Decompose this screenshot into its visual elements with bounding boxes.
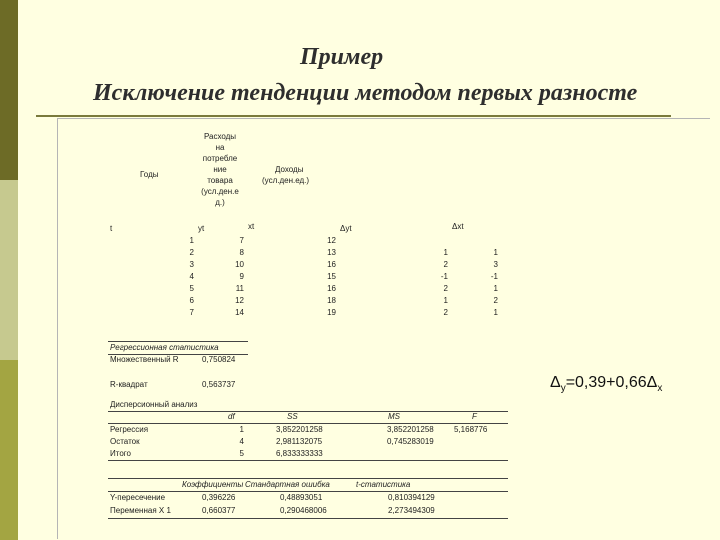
regression-header: Регрессионная статистика [110,343,219,352]
regression-formula: $\Delta_y=0,39+0,66\Delta_x$ [550,374,663,395]
coef-row-label: Y-пересечение [110,493,166,502]
coef-col-t: t-статистика [356,480,411,489]
header-expenses-line: д.) [215,198,225,207]
anova-rule-bottom [108,460,508,461]
row-dx: 1 [493,284,498,293]
header-income-line1: Доходы [275,165,304,174]
accent-bar-bottom [0,360,18,540]
header-expenses-line: Расходы [203,132,237,141]
header-years: Годы [140,170,159,179]
slide-title: Пример [300,44,384,70]
regression-rule-top [108,341,248,342]
row-dy: 2 [443,284,448,293]
anova-col-f: F [472,412,477,421]
anova-row-ss: 6,833333333 [276,449,323,458]
row-dy: -1 [440,272,448,281]
coef-rule-bottom [108,518,508,519]
row-x: 16 [327,284,336,293]
anova-col-ms: MS [388,412,400,421]
coef-row-coef: 0,396226 [202,493,236,502]
anova-row-ss: 3,852201258 [276,425,323,434]
row-dx: 3 [493,260,498,269]
accent-bar-top [0,0,18,180]
coef-row-se: 0,290468006 [280,506,327,515]
header-x: xt [248,222,255,231]
r2-label: R-квадрат [110,380,148,389]
anova-row-ss: 2,981132075 [276,437,323,446]
anova-header: Дисперсионный анализ [110,400,198,409]
anova-col-df: df [228,412,235,421]
row-x: 16 [327,260,336,269]
accent-bar-middle [0,180,18,360]
header-expenses-line: на [215,143,225,152]
header-expenses-line: потребле [202,154,238,163]
spreadsheet-area [57,118,710,539]
header-expenses-line: ние [213,165,227,174]
coef-col-se: Стандартная ошибка [245,480,330,489]
row-x: 19 [327,308,336,317]
anova-row-label: Итого [110,449,131,458]
row-y: 14 [235,308,244,317]
header-t: t [110,224,113,233]
row-dx: -1 [490,272,498,281]
slide-subtitle: Исключение тенденции методом первых разносте [93,80,638,106]
row-y: 11 [235,284,244,293]
row-x: 12 [327,236,336,245]
row-t: 3 [189,260,194,269]
anova-row-df: 4 [239,437,244,446]
header-y: yt [198,224,205,233]
anova-row-ms: 0,745283019 [387,437,434,446]
coef-row-coef: 0,660377 [202,506,236,515]
row-t: 4 [189,272,194,281]
row-t: 6 [189,296,194,305]
row-y: 9 [239,272,244,281]
row-dx: 1 [493,248,498,257]
row-t: 2 [189,248,194,257]
header-expenses-line: (усл.ден.е [201,187,239,196]
coef-rule-mid [108,491,508,492]
header-expenses-line: товара [207,176,233,185]
anova-rule-mid [108,423,508,424]
row-t: 1 [189,236,194,245]
row-t: 7 [189,308,194,317]
row-x: 15 [327,272,336,281]
multiple-r-label: Множественный R [110,355,179,364]
row-y: 12 [235,296,244,305]
row-dy: 1 [443,296,448,305]
header-dx: Δxt [452,222,464,231]
title-divider [36,115,671,117]
anova-row-ms: 3,852201258 [387,425,434,434]
anova-col-ss: SS [287,412,298,421]
row-x: 18 [327,296,336,305]
anova-row-df: 1 [239,425,244,434]
row-dy: 2 [443,308,448,317]
row-dy: 1 [443,248,448,257]
coef-col-coef: Коэффициенты [182,480,244,489]
anova-row-label: Остаток [110,437,140,446]
header-income-line2: (усл.ден.ед.) [262,176,310,185]
coef-row-t: 0,810394129 [388,493,435,502]
coef-row-se: 0,48893051 [280,493,323,502]
row-dy: 2 [443,260,448,269]
anova-row-df: 5 [239,449,244,458]
row-dx: 1 [493,308,498,317]
coef-row-label: Переменная X 1 [110,506,171,515]
anova-rule-top [108,411,508,412]
row-dx: 2 [493,296,498,305]
r2-value: 0,563737 [202,380,236,389]
row-y: 7 [239,236,244,245]
row-y: 10 [235,260,244,269]
row-x: 13 [327,248,336,257]
header-dy: Δyt [340,224,352,233]
row-y: 8 [239,248,244,257]
anova-row-f: 5,168776 [454,425,488,434]
coef-rule-top [108,478,508,479]
multiple-r-value: 0,750824 [202,355,236,364]
coef-row-t: 2,273494309 [388,506,435,515]
anova-row-label: Регрессия [110,425,149,434]
row-t: 5 [189,284,194,293]
